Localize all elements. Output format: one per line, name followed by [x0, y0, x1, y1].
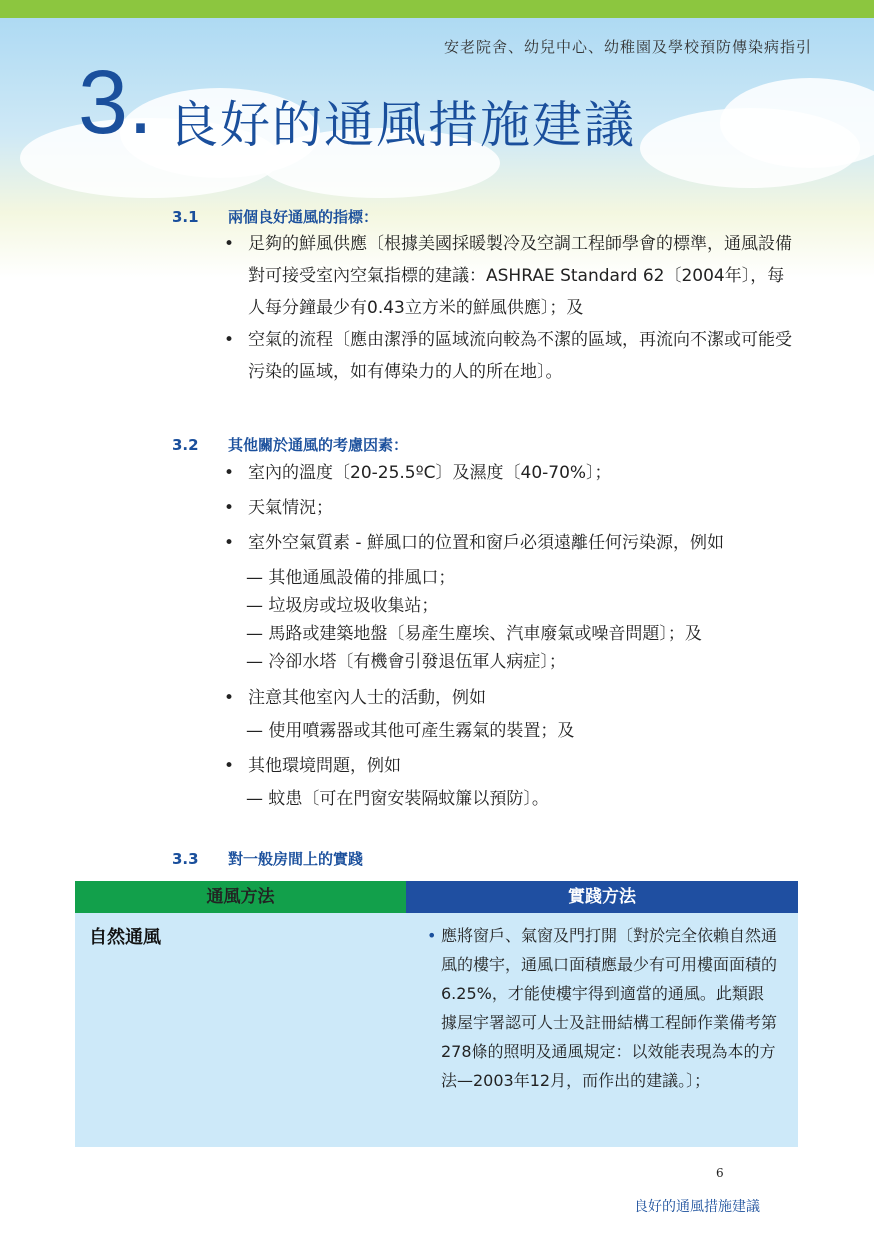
table-header-practice: 實踐方法	[406, 881, 798, 913]
bullet-dot-icon: •	[224, 463, 235, 483]
chapter-title: 良好的通風措施建議	[168, 96, 636, 154]
bullet-dot-icon: •	[224, 498, 235, 518]
bullet-dot-icon: •	[224, 533, 235, 553]
bullet-text: 室內的溫度〔20-25.5ºC〕及濕度〔40-70%〕；	[248, 463, 612, 483]
section-number: 3.1	[172, 208, 199, 226]
bullet-item	[224, 228, 794, 324]
section-number: 3.3	[172, 850, 199, 868]
table-row	[75, 913, 798, 1147]
row-label-natural-ventilation: 自然通風	[89, 927, 161, 948]
chapter-number: 3.	[78, 53, 154, 153]
bullet-item	[224, 682, 794, 714]
section-title: 兩個良好通風的指標：	[228, 208, 379, 226]
dash-item: — 蚊患〔可在門窗安裝隔蚊簾以預防〕。	[246, 789, 549, 809]
bullet-dot-icon: •	[427, 926, 437, 945]
practice-text: 應將窗戶、氣窗及門打開〔對於完全依賴自然通風的樓宇，通風口面積應最少有可用樓面面積的6.25%，才能使樓宇得到適當的通風。此類跟據屋宇署認可人士及註冊結構工程師作業備考第278條的照明及通風規定：以效能表現為本的方法—2003年12月，而作出的建議。〕；	[441, 926, 778, 1090]
bullet-dot-icon: •	[224, 234, 235, 254]
dash-item: — 馬路或建築地盤〔易產生塵埃、汽車廢氣或噪音問題〕；及	[246, 624, 702, 644]
top-green-bar	[0, 0, 874, 18]
page-number: 6	[716, 1166, 724, 1180]
bullet-item	[224, 492, 794, 524]
running-title: 安老院舍、幼兒中心、幼稚園及學校預防傳染病指引	[443, 38, 812, 56]
section-title: 其他關於通風的考慮因素：	[228, 436, 409, 454]
table-header-method: 通風方法	[75, 881, 406, 913]
section-heading-3-3	[172, 848, 363, 869]
bullet-dot-icon: •	[224, 688, 235, 708]
section-heading-3-1	[172, 206, 378, 227]
bullet-text: 天氣情況；	[248, 498, 333, 518]
dash-item: — 使用噴霧器或其他可產生霧氣的裝置；及	[246, 721, 575, 741]
section-title: 對一般房間上的實踐	[228, 850, 364, 868]
bullet-text: 其他環境問題，例如	[248, 756, 401, 776]
dash-item: — 垃圾房或垃圾收集站；	[246, 596, 439, 616]
bullet-item	[224, 457, 794, 489]
section-heading-3-2	[172, 434, 408, 455]
bullet-text: 室外空氣質素 - 鮮風口的位置和窗戶必須遠離任何污染源，例如	[248, 533, 724, 553]
row-practice-text	[427, 921, 779, 1095]
footer-title: 良好的通風措施建議	[634, 1199, 760, 1215]
bullet-dot-icon: •	[224, 330, 235, 350]
bullet-item	[224, 527, 794, 559]
dash-item: — 其他通風設備的排風口；	[246, 568, 456, 588]
bullet-item	[224, 324, 794, 388]
bullet-text: 注意其他室內人士的活動，例如	[248, 688, 486, 708]
dash-item: — 冷卻水塔〔有機會引發退伍軍人病症〕；	[246, 652, 566, 672]
bullet-dot-icon: •	[224, 756, 235, 776]
bullet-item	[224, 750, 794, 782]
section-number: 3.2	[172, 436, 199, 454]
bullet-text: 足夠的鮮風供應〔根據美國採暖製冷及空調工程師學會的標準，通風設備對可接受室內空氣指標的建議：ASHRAE Standard 62〔2004年〕，每人每分鐘最少有0.43立方米的鮮風供應〕；及	[248, 234, 792, 318]
bullet-text: 空氣的流程〔應由潔淨的區域流向較為不潔的區域，再流向不潔或可能受污染的區域，如有傳染力的人的所在地〕。	[248, 330, 792, 382]
